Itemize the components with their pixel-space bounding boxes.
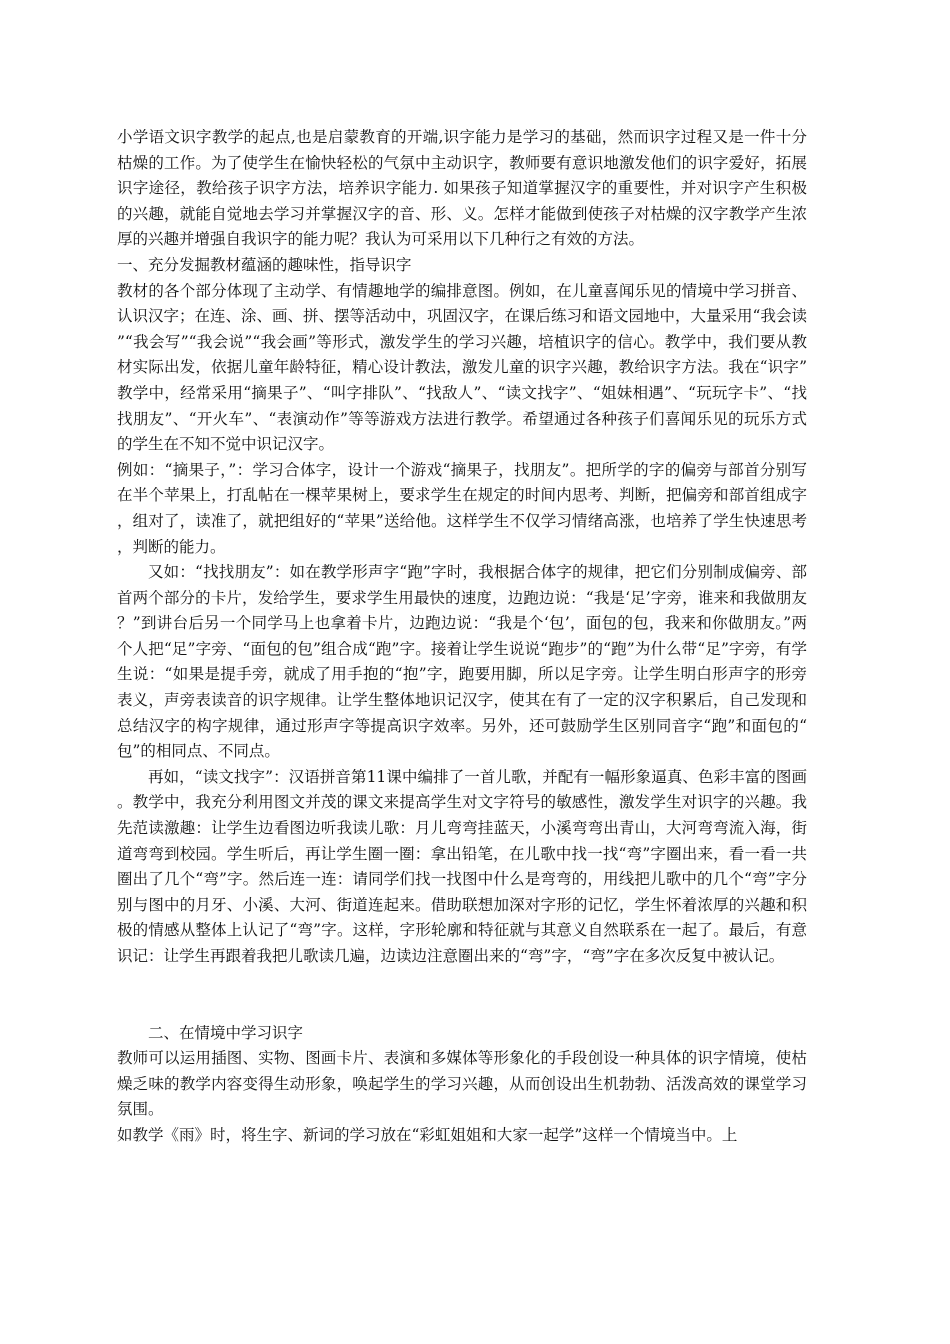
section-2-paragraph-2: 如教学《雨》时，将生字、新词的学习放在“彩虹姐姐和大家一起学”这样一个情境当中。上 — [117, 1125, 738, 1144]
section-1-paragraph-2: 例如：“摘果子，”：学习合体字，设计一个游戏“摘果子，找朋友”。把所学的字的偏旁与部首分别写在半个苹果上，打乱帖在一棵苹果树上，要求学生在规定的时间内思考、判断，把偏旁和部首组成字，组对了，读准了，就把组好的“苹果”送给他。这样学生不仅学习情绪高涨，也培养了学生快速思考，判断的能力。 — [117, 460, 807, 556]
section-1-paragraph-3: 又如：“找找朋友”：如在教学形声字“跑”字时，我根据合体字的规律，把它们分别制成偏旁、部首两个部分的卡片，发给学生，要求学生用最快的速度，边跑边说：“我是‘足’字旁，谁来和我做朋友？”到讲台后另一个同学马上也拿着卡片，边跑边说：“我是个‘包’，面包的包，我来和你做朋友。”两个人把“足”字旁、“面包的包”组合成“跑”字。接着让学生说说“跑步”的“跑”为什么带“足”字旁，有学生说：“如果是提手旁，就成了用手抱的“抱”字，跑要用脚，所以足字旁。让学生明白形声字的形旁表义，声旁表读音的识字规律。让学生整体地识记汉字，使其在有了一定的汉字积累后，自己发现和总结汉字的构字规律，通过形声字等提高识字效率。另外，还可鼓励学生区别同音字“跑”和面包的“包”的相同点、不同点。 — [117, 563, 807, 761]
section-2-paragraph-1: 教师可以运用插图、实物、图画卡片、表演和多媒体等形象化的手段创设一种具体的识字情境，使枯燥乏味的教学内容变得生动形象，唤起学生的学习兴趣，从而创设出生机勃勃、活泼高效的课堂学习氛围。 — [117, 1049, 807, 1119]
intro-paragraph: 小学语文识字教学的起点,也是启蒙教育的开端,识字能力是学习的基础，然而识字过程又是一件十分枯燥的工作。为了使学生在愉快轻松的气氛中主动识字，教师要有意识地激发他们的识字爱好，拓展识字途径，教给孩子识字方法，培养识字能力. 如果孩子知道掌握汉字的重要性，并对识字产生积极的兴趣，就能自觉地去学习并掌握汉字的音、形、义。怎样才能做到使孩子对枯燥的汉字教学产生浓厚的兴趣并增强自我识字的能力呢？我认为可采用以下几种行之有效的方法。 — [117, 128, 807, 249]
section-1-paragraph-1: 教材的各个部分体现了主动学、有情趣地学的编排意图。例如，在儿童喜闻乐见的情境中学习拼音、认识汉字；在连、涂、画、拼、摆等活动中，巩固汉字，在课后练习和语文园地中，大量采用“我会读”“我会写”“我会说”“我会画”等形式，激发学生的学习兴趣，培植识字的信心。教学中，我们要从教材实际出发，依据儿童年龄特征，精心设计教法，激发儿童的识字兴趣，教给识字方法。我在“识字”教学中，经常采用“摘果子”、“叫字排队”、“找敌人”、“读文找字”、“姐妹相遇”、“玩玩字卡”、“找找朋友”、“开火车”、“表演动作”等等游戏方法进行教学。希望通过各种孩子们喜闻乐见的玩乐方式的学生在不知不觉中识记汉字。 — [117, 281, 807, 454]
section-spacer — [117, 970, 807, 1021]
document-body — [117, 125, 807, 1149]
section-2-heading: 二、在情境中学习识字 — [148, 1023, 304, 1042]
section-1-heading: 一、充分发掘教材蕴涵的趣味性，指导识字 — [117, 255, 412, 274]
section-1-paragraph-4: 再如，“读文找字”：汉语拼音第11课中编排了一首儿歌，并配有一幅形象逼真、色彩丰富的图画。教学中，我充分利用图文并茂的课文来提高学生对文字符号的敏感性，激发学生对识字的兴趣。我先范读激趣：让学生边看图边听我读儿歌：月儿弯弯挂蓝天，小溪弯弯出青山，大河弯弯流入海，街道弯弯到校园。学生听后，再让学生圈一圈：拿出铅笔，在儿歌中找一找“弯”字圈出来，看一看一共圈出了几个“弯”字。然后连一连：请同学们找一找图中什么是弯弯的，用线把儿歌中的几个“弯”字分别与图中的月牙、小溪、大河、街道连起来。借助联想加深对字形的记忆，学生怀着浓厚的兴趣和积极的情感从整体上认记了“弯”字。这样，字形轮廓和特征就与其意义自然联系在一起了。最后，有意识记：让学生再跟着我把儿歌读几遍，边读边注意圈出来的“弯”字，“弯”字在多次反复中被认记。 — [117, 767, 807, 965]
